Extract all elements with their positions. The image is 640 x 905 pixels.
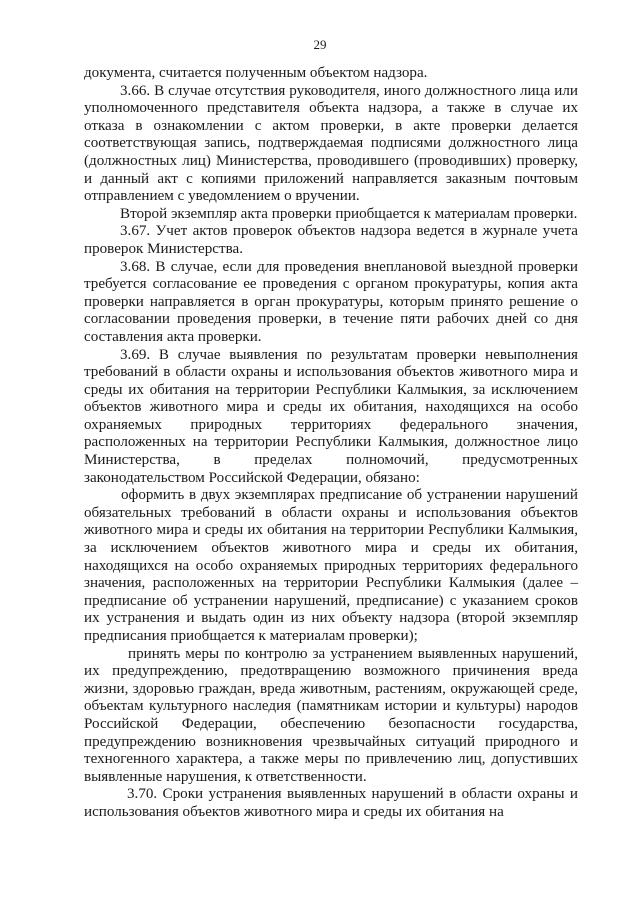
paragraph-3-67: 3.67. Учет актов проверок объектов надзора ведется в журнале учета проверок Министерства. — [84, 223, 578, 257]
paragraph-second-copy: Второй экземпляр акта проверки приобщается к материалам проверки. — [120, 205, 578, 222]
document-body — [84, 65, 578, 822]
paragraph-continuation: документа, считается полученным объектом надзора. — [84, 65, 428, 81]
paragraph-3-70: 3.70. Сроки устранения выявленных нарушений в области охраны и использования объектов животного мира и среды их обитания на — [84, 786, 578, 820]
paragraph-3-68: 3.68. В случае, если для проведения внеплановой выездной проверки требуется согласование ее проведения с органом прокуратуры, копия акта проверки направляется в орган прокуратуры, которым принято решение о согласовании проведения проверки, в течение пяти рабочих дней со дня составления акта проверки. — [84, 258, 578, 345]
paragraph-3-69: 3.69. В случае выявления по результатам проверки невыполнения требований в области охраны и использования объектов животного мира и среды их обитания на территории Республики Калмыкия, за исключением объектов животного мира и среды их обитания, находящихся на особо охраняемых природных территориях федерального значения, расположенных на территории Республики Калмыкия, должностное лицо Министерства, в пределах полномочий, предусмотренных законодательством Российской Федерации, обязано: — [84, 346, 578, 486]
paragraph-3-66: 3.66. В случае отсутствия руководителя, иного должностного лица или уполномоченного представителя объекта надзора, а также в случае их отказа в ознакомлении с актом проверки, в акте проверки делается соответствующая запись, подтверждаемая подписями должностного лица (должностных лиц) Министерства, проводившего (проводивших) проверку, и данный акт с копиями приложений направляется заказным почтовым отправлением с уведомлением о вручении. — [84, 82, 578, 205]
page-number: 29 — [313, 37, 327, 52]
paragraph-take-measures: принять меры по контролю за устранением выявленных нарушений, их предупреждению, предотвращению возможного причинения вреда жизни, здоровью граждан, вреда животным, растениям, окружающей среде, объектам культурного наследия (памятникам истории и культуры) народов Российской Федерации, обеспечению безопасности государства, предупреждению возникновения чрезвычайных ситуаций природного и техногенного характера, а также меры по привлечению лиц, допустивших выявленные нарушения, к ответственности. — [84, 645, 578, 785]
paragraph-issue-order: оформить в двух экземплярах предписание об устранении нарушений обязательных требований в области охраны и использования объектов животного мира и среды их обитания на территории Республики Калмыкия, за исключением объектов животного мира и среды их обитания, находящихся на особо охраняемых природных территориях федерального значения, расположенных на территории Республики Калмыкия (далее – предписание об устранении нарушений, предписание) с указанием сроков их устранения и выдать один из них объекту надзора (второй экземпляр предписания приобщается к материалам проверки); — [84, 487, 578, 644]
